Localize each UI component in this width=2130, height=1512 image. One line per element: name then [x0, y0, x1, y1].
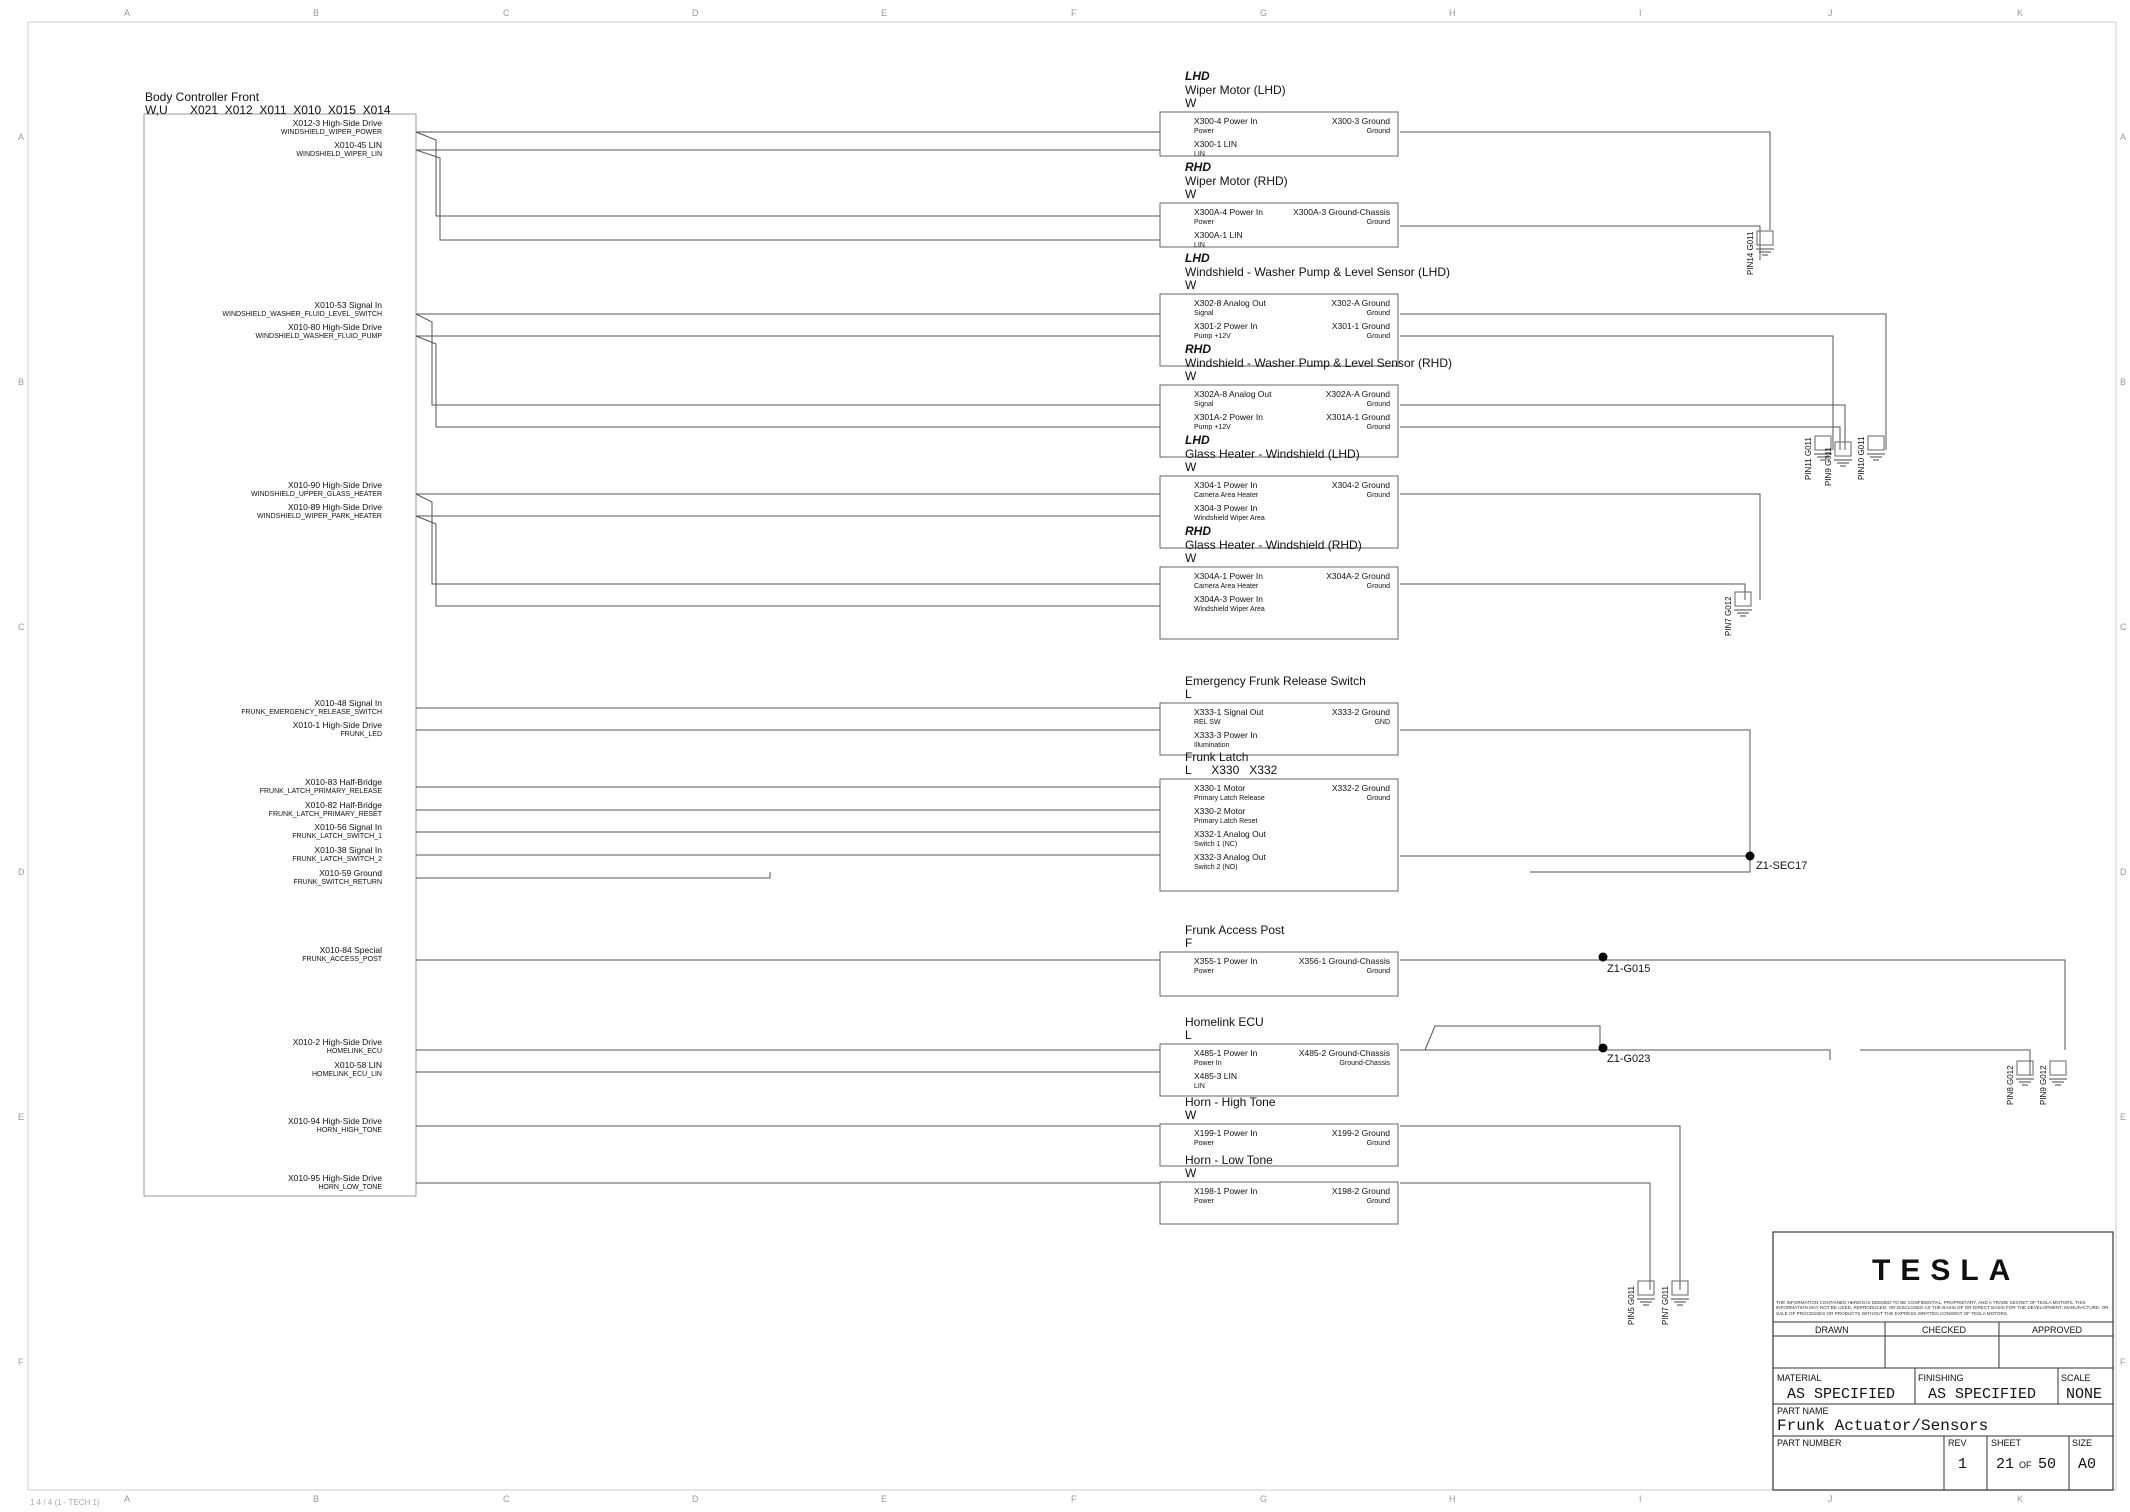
component-code: W	[1185, 187, 1197, 201]
part-number-label: PART NUMBER	[1777, 1438, 1842, 1448]
ecu-pin-name: X010-56 Signal In	[314, 822, 382, 832]
finishing-value: AS SPECIFIED	[1928, 1386, 2037, 1403]
border-col-label: H	[1449, 8, 1456, 18]
splice-label: Z1-G023	[1607, 1053, 1651, 1065]
checked-label: CHECKED	[1922, 1325, 1967, 1335]
component-pin-label: Ground-Chassis	[1339, 1060, 1390, 1067]
component-code: W	[1185, 278, 1197, 292]
ecu-pin-name: X010-90 High-Side Drive	[287, 480, 382, 490]
component-variant: LHD	[1185, 69, 1210, 83]
border-col-label: E	[881, 1494, 888, 1504]
component-pin-label: Ground	[1366, 492, 1390, 499]
border-col-label: A	[124, 1494, 131, 1504]
component-pin-label: X301-2 Power In	[1194, 321, 1258, 331]
ecu-pin-name: X010-83 Half-Bridge	[304, 777, 382, 787]
splice-dot	[1746, 852, 1755, 861]
component-name: Windshield - Washer Pump & Level Sensor (RHD)	[1185, 356, 1452, 370]
splice-dot	[1599, 953, 1608, 962]
border-col-label: A	[124, 8, 131, 18]
border-col-label: F	[1071, 8, 1077, 18]
component-pin-label: X355-1 Power In	[1194, 956, 1258, 966]
sheet-frame	[28, 22, 2116, 1490]
footer-left: 1 4 / 4 (1 - TECH 1)	[30, 1498, 100, 1507]
wire	[1400, 1183, 1650, 1290]
component	[1160, 674, 1398, 755]
component-variant: LHD	[1185, 433, 1210, 447]
ecu-pin-signal: FRUNK_EMERGENCY_RELEASE_SWITCH	[241, 709, 382, 716]
drawn-label: DRAWN	[1815, 1325, 1849, 1335]
component-pin-label: Windshield Wiper Area	[1194, 606, 1265, 613]
component-pin-label: Windshield Wiper Area	[1194, 515, 1265, 522]
ground-symbol	[1857, 436, 1885, 480]
component-code: W	[1185, 369, 1197, 383]
wire	[1400, 1126, 1680, 1290]
component-pin-label: REL SW	[1194, 719, 1221, 726]
component-name: Wiper Motor (LHD)	[1185, 83, 1286, 97]
wire	[1400, 730, 1750, 856]
wire	[416, 872, 770, 878]
ground-label: PIN10 G011	[1857, 436, 1866, 480]
ecu-pin-signal: HORN_LOW_TONE	[318, 1184, 382, 1191]
ecu-pin-name: X012-3 High-Side Drive	[292, 118, 382, 128]
component-name: Homelink ECU	[1185, 1015, 1264, 1029]
wire	[416, 132, 1160, 216]
component-pin-label: Ground	[1366, 1198, 1390, 1205]
ecu-pin-name: X010-45 LIN	[334, 140, 382, 150]
ecu-pin-signal: WINDSHIELD_WIPER_LIN	[296, 151, 382, 158]
component-pin-label: X332-1 Analog Out	[1194, 829, 1266, 839]
component-pin-label: Switch 1 (NC)	[1194, 841, 1238, 848]
component-pin-label: Pump +12V	[1194, 333, 1231, 340]
ground-label: PIN8 G012	[2006, 1065, 2015, 1105]
wire	[416, 336, 1160, 427]
material-value: AS SPECIFIED	[1787, 1386, 1896, 1403]
ecu-pin-name: X010-2 High-Side Drive	[292, 1037, 382, 1047]
component-pin-label: Ground	[1366, 401, 1390, 408]
component-pin-label: X330-1 Motor	[1194, 783, 1246, 793]
size-value: A0	[2078, 1456, 2097, 1473]
border-col-label: D	[692, 8, 699, 18]
border-row-label: D	[2120, 867, 2127, 877]
part-name-label: PART NAME	[1777, 1406, 1829, 1416]
border-row-label: F	[2120, 1357, 2126, 1367]
component-pin-label: X485-2 Ground-Chassis	[1298, 1048, 1390, 1058]
ground-label: PIN9 G012	[2039, 1065, 2048, 1105]
ground-connector	[2050, 1061, 2066, 1075]
component-pin-label: X304A-3 Power In	[1194, 594, 1263, 604]
ground-connector	[1835, 442, 1851, 456]
ground-label: PIN7 G012	[1724, 596, 1733, 636]
ground-symbol	[1627, 1281, 1655, 1325]
component-pin-label: X304-1 Power In	[1194, 480, 1258, 490]
wire	[416, 516, 1160, 606]
component-pin-label: X330-2 Motor	[1194, 806, 1246, 816]
component-code: L	[1185, 1028, 1192, 1042]
scale-label: SCALE	[2061, 1373, 2091, 1383]
component-name: Glass Heater - Windshield (LHD)	[1185, 447, 1360, 461]
ground-symbol	[1724, 592, 1752, 636]
component-pin-label: Ground	[1366, 795, 1390, 802]
component-name: Windshield - Washer Pump & Level Sensor (LHD)	[1185, 265, 1450, 279]
component-pin-label: Ground	[1366, 310, 1390, 317]
ecu-pin-signal: HOMELINK_ECU_LIN	[311, 1071, 382, 1078]
component-pin-label: X300A-1 LIN	[1194, 230, 1243, 240]
ground-connector	[2017, 1061, 2033, 1075]
component-pin-label: Ground	[1366, 583, 1390, 590]
component-pin-label: X485-3 LIN	[1194, 1071, 1237, 1081]
splice-dot	[1599, 1044, 1608, 1053]
component-pin-label: X300A-3 Ground-Chassis	[1293, 207, 1390, 217]
ground-connector	[1868, 436, 1884, 450]
wire	[1990, 960, 2065, 1050]
ecu-pin-name: X010-48 Signal In	[314, 698, 382, 708]
ecu-pin-signal: WINDSHIELD_WASHER_FLUID_LEVEL_SWITCH	[222, 311, 382, 318]
border-row-label: B	[18, 377, 25, 387]
border-row-label: A	[2120, 132, 2127, 142]
wire	[416, 494, 1160, 584]
border-grid	[18, 8, 2127, 1507]
component-pin-label: LIN	[1194, 242, 1205, 249]
ecu-pin-signal: FRUNK_LATCH_PRIMARY_RELEASE	[259, 788, 382, 795]
ground-label: PIN7 G011	[1661, 1286, 1670, 1325]
ecu-pin-name: X010-95 High-Side Drive	[287, 1173, 382, 1183]
border-col-label: I	[1639, 1494, 1642, 1504]
component-pin-label: X333-3 Power In	[1194, 730, 1258, 740]
ecu-pin-signal: FRUNK_LED	[340, 731, 382, 738]
component-code: W	[1185, 460, 1197, 474]
wire	[1400, 584, 1745, 600]
component-pin-label: Ground	[1366, 968, 1390, 975]
component-pin-label: Ground	[1366, 219, 1390, 226]
component-pin-label: X302A-8 Analog Out	[1194, 389, 1272, 399]
component-pin-label: X332-2 Ground	[1331, 783, 1390, 793]
ecu-pin-name: X010-80 High-Side Drive	[287, 322, 382, 332]
component-pin-label: Switch 2 (NO)	[1194, 864, 1238, 871]
component-pin-label: LIN	[1194, 1083, 1205, 1090]
wire	[1400, 226, 1760, 260]
component-list	[1160, 69, 1452, 1224]
component-pin-label: Ground	[1366, 424, 1390, 431]
ground-label: PIN9 G011	[1824, 447, 1833, 486]
ecu-pin-name: X010-1 High-Side Drive	[292, 720, 382, 730]
component-pin-label: Camera Area Heater	[1194, 492, 1259, 499]
border-col-label: C	[503, 1494, 510, 1504]
component-pin-label: X300-1 LIN	[1194, 139, 1237, 149]
border-col-label: K	[2017, 8, 2024, 18]
border-row-label: C	[2120, 622, 2127, 632]
border-row-label: B	[2120, 377, 2127, 387]
ground-label: PIN5 G011	[1627, 1286, 1636, 1325]
ecu-pin-name: X010-59 Ground	[319, 868, 382, 878]
component-pin-label: X300-3 Ground	[1331, 116, 1390, 126]
ecu-pin-name: X010-94 High-Side Drive	[287, 1116, 382, 1126]
border-row-label: E	[18, 1112, 25, 1122]
border-col-label: B	[313, 8, 320, 18]
component-pin-label: Ground	[1366, 1140, 1390, 1147]
component-code: W	[1185, 551, 1197, 565]
component-pin-label: Power	[1194, 219, 1214, 226]
component-pin-label: LIN	[1194, 151, 1205, 158]
ecu-pin-signal: WINDSHIELD_WASHER_FLUID_PUMP	[255, 333, 382, 340]
ecu-pin-signal: HOMELINK_ECU	[326, 1048, 382, 1055]
border-row-label: F	[18, 1357, 24, 1367]
border-col-label: B	[313, 1494, 320, 1504]
border-row-label: C	[18, 622, 25, 632]
ecu-pin-signal: FRUNK_ACCESS_POST	[302, 956, 382, 963]
component-pin-label: Signal	[1194, 310, 1214, 317]
wire	[1425, 1026, 1600, 1050]
ecu-pin-name: X010-38 Signal In	[314, 845, 382, 855]
wire	[1400, 427, 1840, 450]
component-pin-label: Power	[1194, 128, 1214, 135]
component-pin-label: X199-1 Power In	[1194, 1128, 1258, 1138]
sheet-total: 50	[2038, 1456, 2057, 1473]
component-code: W	[1185, 1166, 1197, 1180]
component-pin-label: X300A-4 Power In	[1194, 207, 1263, 217]
component-pin-label: Signal	[1194, 401, 1214, 408]
component-code: W	[1185, 1108, 1197, 1122]
ecu-pin-signal: FRUNK_LATCH_SWITCH_2	[292, 856, 382, 863]
component-pin-label: Primary Latch Reset	[1194, 818, 1258, 825]
ecu-block	[144, 114, 416, 1196]
border-col-label: H	[1449, 1494, 1456, 1504]
ecu-pin-name: X010-53 Signal In	[314, 300, 382, 310]
wire	[1860, 1050, 2030, 1075]
component-pin-label: Ground	[1366, 333, 1390, 340]
component-variant: RHD	[1185, 160, 1211, 174]
component-variant: RHD	[1185, 342, 1211, 356]
component-pin-label: Illumination	[1194, 742, 1230, 749]
ground-connector	[1735, 592, 1751, 606]
border-col-label: K	[2017, 1494, 2024, 1504]
component-pin-label: X304A-2 Ground	[1326, 571, 1390, 581]
component-pin-label: X301A-2 Power In	[1194, 412, 1263, 422]
border-col-label: J	[1828, 8, 1833, 18]
ecu-title: Body Controller Front	[145, 90, 260, 104]
component-pin-label: X302-8 Analog Out	[1194, 298, 1266, 308]
ecu-pin-name: X010-82 Half-Bridge	[304, 800, 382, 810]
wire	[416, 314, 1160, 405]
size-label: SIZE	[2072, 1438, 2093, 1448]
sheet-value: 21	[1996, 1456, 2015, 1473]
ecu-pin-signal: FRUNK_SWITCH_RETURN	[293, 879, 382, 886]
component	[1160, 160, 1398, 249]
ecu-pin-list	[222, 118, 382, 1191]
border-row-label: E	[2120, 1112, 2127, 1122]
component-pin-label: X304-2 Ground	[1331, 480, 1390, 490]
title-block	[1773, 1232, 2113, 1490]
wire	[1400, 336, 1833, 450]
ecu-pin-signal: WINDSHIELD_WIPER_POWER	[280, 129, 382, 136]
component-name: Horn - High Tone	[1185, 1095, 1276, 1109]
rev-value: 1	[1958, 1456, 1968, 1473]
component-pin-label: X304A-1 Power In	[1194, 571, 1263, 581]
component-pin-label: GND	[1374, 719, 1390, 726]
component-pin-label: X198-1 Power In	[1194, 1186, 1258, 1196]
component-pin-label: X333-1 Signal Out	[1194, 707, 1264, 717]
ecu-pin-signal: FRUNK_LATCH_SWITCH_1	[292, 833, 382, 840]
border-col-label: G	[1260, 8, 1268, 18]
component-pin-label: Power	[1194, 1140, 1214, 1147]
part-name-value: Frunk Actuator/Sensors	[1777, 1417, 1989, 1435]
component-code: L	[1185, 687, 1192, 701]
ground-list	[1627, 231, 2067, 1325]
border-col-label: J	[1828, 1494, 1833, 1504]
component-name: Emergency Frunk Release Switch	[1185, 674, 1366, 688]
ecu-pin-signal: WINDSHIELD_WIPER_PARK_HEATER	[257, 513, 382, 520]
ground-label: PIN11 G011	[1804, 437, 1813, 480]
component-code: L X330 X332	[1185, 763, 1278, 777]
component-pin-label: Pump +12V	[1194, 424, 1231, 431]
component-pin-label: Power In	[1194, 1060, 1222, 1067]
border-col-label: F	[1071, 1494, 1077, 1504]
component-pin-label: X301-1 Ground	[1331, 321, 1390, 331]
component-pin-label: X300-4 Power In	[1194, 116, 1258, 126]
ecu-pin-signal: WINDSHIELD_UPPER_GLASS_HEATER	[251, 491, 382, 498]
component	[1160, 923, 1398, 996]
ecu-subtitle: W,U	[145, 103, 168, 117]
border-row-label: A	[18, 132, 25, 142]
ground-symbol	[1824, 442, 1852, 486]
ground-label: PIN14 G011	[1746, 231, 1755, 275]
component-variant: RHD	[1185, 524, 1211, 538]
border-col-label: I	[1639, 8, 1642, 18]
approved-label: APPROVED	[2032, 1325, 2083, 1335]
sheet-of: OF	[2019, 1460, 2032, 1470]
component-name: Glass Heater - Windshield (RHD)	[1185, 538, 1362, 552]
border-col-label: C	[503, 8, 510, 18]
ecu-pin-name: X010-89 High-Side Drive	[287, 502, 382, 512]
ecu-pin-name: X010-58 LIN	[334, 1060, 382, 1070]
component-pin-label: Power	[1194, 968, 1214, 975]
ground-connector	[1638, 1281, 1654, 1295]
sheet-label: SHEET	[1991, 1438, 2022, 1448]
component-code: F	[1185, 936, 1193, 950]
ground-symbol	[1661, 1281, 1689, 1325]
tesla-logo: TESLA	[1872, 1254, 2021, 1287]
component-pin-label: X301A-1 Ground	[1326, 412, 1390, 422]
wire	[416, 150, 1160, 240]
splice-label: Z1-SEC17	[1756, 860, 1808, 872]
component	[1160, 1015, 1398, 1096]
border-col-label: E	[881, 8, 888, 18]
component-pin-label: X356-1 Ground-Chassis	[1298, 956, 1390, 966]
component-name: Horn - Low Tone	[1185, 1153, 1273, 1167]
splice-label: Z1-G015	[1607, 963, 1651, 975]
border-col-label: G	[1260, 1494, 1268, 1504]
wire	[1400, 314, 1886, 450]
component-pin-label: Primary Latch Release	[1194, 795, 1265, 802]
component-pin-label: X302-A Ground	[1331, 298, 1390, 308]
wire	[1400, 856, 1750, 872]
component-pin-label: Power	[1194, 1198, 1214, 1205]
component-pin-label: X198-2 Ground	[1331, 1186, 1390, 1196]
component-pin-label: X199-2 Ground	[1331, 1128, 1390, 1138]
ecu-connectors: X021 X012 X011 X010 X015 X014	[190, 103, 391, 117]
ecu-pin-name: X010-84 Special	[319, 945, 382, 955]
border-col-label: D	[692, 1494, 699, 1504]
component-code: W	[1185, 96, 1197, 110]
component-name: Frunk Access Post	[1185, 923, 1285, 937]
border-row-label: D	[18, 867, 25, 877]
rev-label: REV	[1948, 1438, 1967, 1448]
component-variant: LHD	[1185, 251, 1210, 265]
ecu-pin-signal: HORN_HIGH_TONE	[316, 1127, 382, 1134]
component	[1160, 750, 1398, 891]
ecu-pin-signal: FRUNK_LATCH_PRIMARY_RESET	[268, 811, 382, 818]
wire	[1400, 132, 1770, 230]
component-pin-label: Ground	[1366, 128, 1390, 135]
ground-symbol	[2039, 1061, 2067, 1105]
component-pin-label: X332-3 Analog Out	[1194, 852, 1266, 862]
component-pin-label: X485-1 Power In	[1194, 1048, 1258, 1058]
component-name: Frunk Latch	[1185, 750, 1249, 764]
component-pin-label: X302A-A Ground	[1325, 389, 1390, 399]
scale-value: NONE	[2066, 1386, 2103, 1403]
ground-connector	[1757, 231, 1773, 245]
finishing-label: FINISHING	[1918, 1373, 1964, 1383]
material-label: MATERIAL	[1777, 1373, 1822, 1383]
component	[1160, 69, 1398, 158]
component-pin-label: X333-2 Ground	[1331, 707, 1390, 717]
component-pin-label: Camera Area Heater	[1194, 583, 1259, 590]
component-pin-label: X304-3 Power In	[1194, 503, 1258, 513]
confidential-notice: THE INFORMATION CONTAINED HEREIN IS DEEMED TO BE CONFIDENTIAL, PROPRIETARY, AND A TRADE SECRET OF TESLA MOTORS. THIS INFORMATION MAY NOT BE USED, REPRODUCED, OR DISCLOSED AS THE BASIS OF OR DIRECT BASIS FOR THE DEVELOPMENT, MANUFACTURE, OR SALE OF PROCESSES OR PRODUCTS WITHOUT THE EXPRESS WRITTEN CONSENT OF TESLA MOTORS.	[1776, 1300, 2109, 1316]
component-name: Wiper Motor (RHD)	[1185, 174, 1288, 188]
